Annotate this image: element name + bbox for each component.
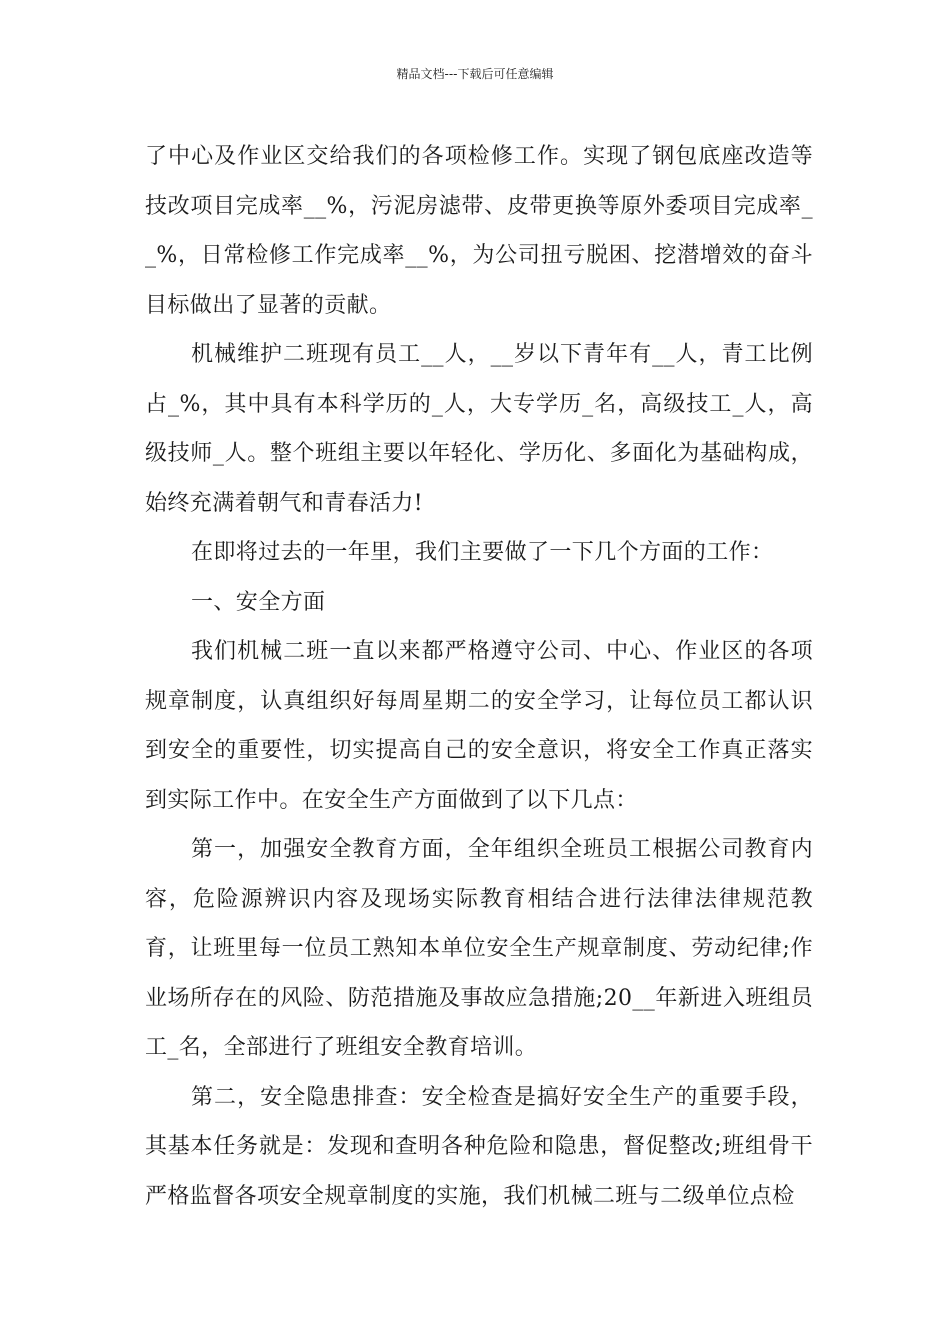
section-heading-safety: 一、安全方面 — [191, 589, 326, 615]
paragraph-7: 第二，安全隐患排查：安全检查是搞好安全生产的重要手段，其基本任务就是：发现和查明各种危险和隐患，督促整改;班组骨干严格监督各项安全规章制度的实施，我们机械二班与二级单位点检 — [145, 1084, 813, 1209]
page-header: 精品文档---下载后可任意编辑 — [396, 67, 554, 81]
paragraph-5: 我们机械二班一直以来都严格遵守公司、中心、作业区的各项规章制度，认真组织好每周星期二的安全学习，让每位员工都认识到安全的重要性，切实提高自己的安全意识，将安全工作真正落实到实际工作中。在安全生产方面做到了以下几点： — [145, 639, 813, 813]
paragraph-1: 了中心及作业区交给我们的各项检修工作。实现了钢包底座改造等技改项目完成率__%，污泥房滤带、皮带更换等原外委项目完成率__%，日常检修工作完成率__%，为公司扭亏脱困、挖潜增效的奋斗目标做出了显著的贡献。 — [145, 144, 813, 318]
paragraph-2: 机械维护二班现有员工__人，__岁以下青年有__人，青工比例占_%，其中具有本科学历的_人，大专学历_名，高级技工_人，高级技师_人。整个班组主要以年轻化、学历化、多面化为基础构成，始终充满着朝气和青春活力! — [145, 342, 813, 516]
paragraph-6: 第一，加强安全教育方面，全年组织全班员工根据公司教育内容，危险源辨识内容及现场实际教育相结合进行法律法律规范教育，让班里每一位员工熟知本单位安全生产规章制度、劳动纪律;作业场所存在的风险、防范措施及事故应急措施;20__年新进入班组员工_名，全部进行了班组安全教育培训。 — [145, 837, 813, 1060]
document-body — [145, 132, 813, 1221]
paragraph-3: 在即将过去的一年里，我们主要做了一下几个方面的工作： — [191, 540, 774, 565]
